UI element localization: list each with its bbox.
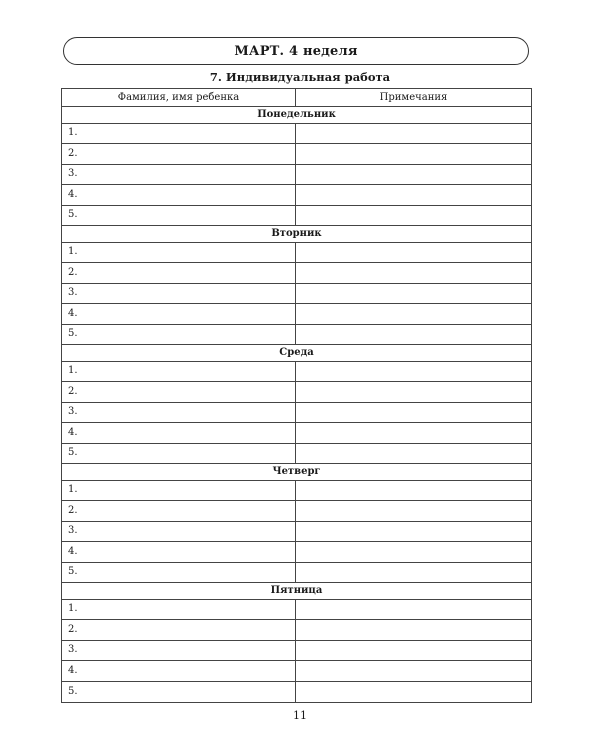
notes-cell — [296, 681, 532, 702]
notes-cell — [296, 144, 532, 165]
notes-cell — [296, 640, 532, 661]
table-row — [62, 480, 532, 501]
child-name-cell: 2. — [62, 144, 296, 165]
table-row — [62, 501, 532, 522]
child-name-cell: 5. — [62, 324, 296, 345]
table-row — [62, 185, 532, 206]
child-name-cell: 5. — [62, 205, 296, 226]
notes-cell — [296, 423, 532, 444]
child-name-cell: 2. — [62, 263, 296, 284]
child-name-cell: 5. — [62, 562, 296, 583]
child-name-cell: 4. — [62, 185, 296, 206]
column-header-notes: Примечания — [296, 89, 532, 107]
day-row — [62, 226, 532, 243]
table-body — [62, 107, 532, 703]
notes-cell — [296, 620, 532, 641]
notes-cell — [296, 521, 532, 542]
table-row — [62, 205, 532, 226]
day-label: Среда — [62, 345, 532, 362]
notes-cell — [296, 402, 532, 423]
section-title: 7. Индивидуальная работа — [209, 70, 391, 84]
child-name-cell: 4. — [62, 542, 296, 563]
table-row — [62, 164, 532, 185]
table-row — [62, 402, 532, 423]
work-plan-table — [61, 88, 532, 703]
child-name-cell: 2. — [62, 501, 296, 522]
notes-cell — [296, 242, 532, 263]
child-name-cell: 3. — [62, 283, 296, 304]
child-name-cell: 3. — [62, 402, 296, 423]
child-name-cell: 1. — [62, 480, 296, 501]
child-name-cell: 5. — [62, 681, 296, 702]
child-name-cell: 3. — [62, 164, 296, 185]
page-number: 11 — [293, 709, 307, 722]
notes-cell — [296, 443, 532, 464]
child-name-cell: 1. — [62, 123, 296, 144]
notes-cell — [296, 501, 532, 522]
notes-cell — [296, 542, 532, 563]
day-label: Пятница — [62, 583, 532, 600]
header-title: МАРТ. 4 неделя — [234, 43, 358, 59]
table-row — [62, 382, 532, 403]
column-header-child-name: Фамилия, имя ребенка — [62, 89, 296, 107]
table-row — [62, 123, 532, 144]
notes-cell — [296, 382, 532, 403]
notes-cell — [296, 361, 532, 382]
child-name-cell: 4. — [62, 661, 296, 682]
child-name-cell: 1. — [62, 361, 296, 382]
child-name-cell: 4. — [62, 304, 296, 325]
notes-cell — [296, 263, 532, 284]
notes-cell — [296, 205, 532, 226]
table-row — [62, 283, 532, 304]
table-row — [62, 242, 532, 263]
notes-cell — [296, 185, 532, 206]
day-row — [62, 345, 532, 362]
notes-cell — [296, 123, 532, 144]
child-name-cell: 4. — [62, 423, 296, 444]
day-label: Четверг — [62, 464, 532, 481]
page-header — [63, 37, 529, 65]
day-label: Понедельник — [62, 107, 532, 124]
day-row — [62, 464, 532, 481]
table-row — [62, 521, 532, 542]
table-row — [62, 443, 532, 464]
child-name-cell: 1. — [62, 599, 296, 620]
day-label: Вторник — [62, 226, 532, 243]
table-row — [62, 361, 532, 382]
child-name-cell: 5. — [62, 443, 296, 464]
child-name-cell: 2. — [62, 620, 296, 641]
table-row — [62, 661, 532, 682]
notes-cell — [296, 661, 532, 682]
table-row — [62, 640, 532, 661]
table-row — [62, 263, 532, 284]
child-name-cell: 2. — [62, 382, 296, 403]
notes-cell — [296, 480, 532, 501]
table-row — [62, 324, 532, 345]
notes-cell — [296, 599, 532, 620]
notes-cell — [296, 324, 532, 345]
table-row — [62, 599, 532, 620]
table-row — [62, 423, 532, 444]
table-row — [62, 542, 532, 563]
notes-cell — [296, 304, 532, 325]
table-header-row — [62, 89, 532, 107]
day-row — [62, 583, 532, 600]
notes-cell — [296, 164, 532, 185]
notes-cell — [296, 283, 532, 304]
table-row — [62, 620, 532, 641]
child-name-cell: 3. — [62, 521, 296, 542]
day-row — [62, 107, 532, 124]
table-row — [62, 562, 532, 583]
child-name-cell: 3. — [62, 640, 296, 661]
child-name-cell: 1. — [62, 242, 296, 263]
table-row — [62, 304, 532, 325]
table-row — [62, 681, 532, 702]
table-row — [62, 144, 532, 165]
notes-cell — [296, 562, 532, 583]
